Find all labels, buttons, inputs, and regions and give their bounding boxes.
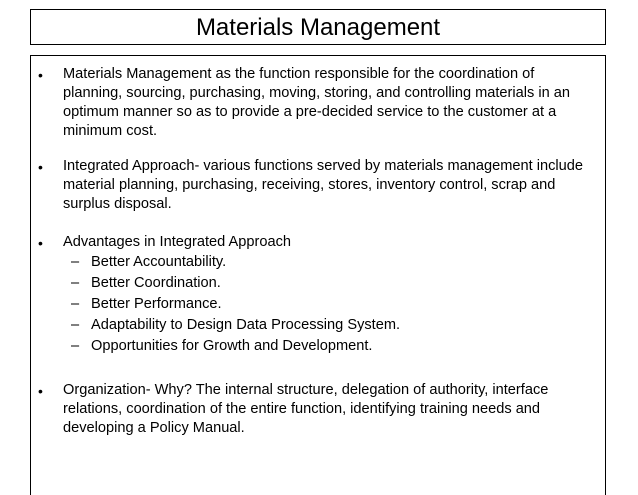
sub-list-text: Better Accountability. xyxy=(91,254,227,270)
bullet-marker: • xyxy=(38,383,43,399)
sub-list-text: Better Performance. xyxy=(91,296,222,312)
bullet-marker: • xyxy=(38,67,43,83)
sub-list-text: Adaptability to Design Data Processing System. xyxy=(91,317,401,333)
slide-content-box xyxy=(30,55,606,495)
slide-title: Materials Management xyxy=(195,14,441,41)
bullet-marker: • xyxy=(38,235,43,251)
bullet-text: Integrated Approach- various functions served by materials management include material planning, purchasing, receiving, stores, inventory control, scrap and surplus disposal. xyxy=(63,158,583,212)
sub-marker: – xyxy=(71,275,80,291)
bullet-marker: • xyxy=(38,159,43,175)
bullet-text: Organization- Why? The internal structure, delegation of authority, interface relations, coordination of the entire function, identifying training needs and developing a Policy Manual. xyxy=(63,382,549,436)
slide-title-box xyxy=(30,9,606,45)
sub-marker: – xyxy=(71,254,80,270)
bullet-text: Materials Management as the function responsible for the coordination of planning, sourcing, purchasing, moving, storing, and controlling materials in an optimum manner so as to provide a pre-decided service to the customer at a minimum cost. xyxy=(63,66,571,139)
sub-marker: – xyxy=(71,338,80,354)
bullet-text: Advantages in Integrated Approach xyxy=(63,234,291,250)
sub-list-text: Opportunities for Growth and Development. xyxy=(91,338,373,354)
sub-marker: – xyxy=(71,296,80,312)
sub-list-text: Better Coordination. xyxy=(91,275,221,291)
sub-marker: – xyxy=(71,317,80,333)
